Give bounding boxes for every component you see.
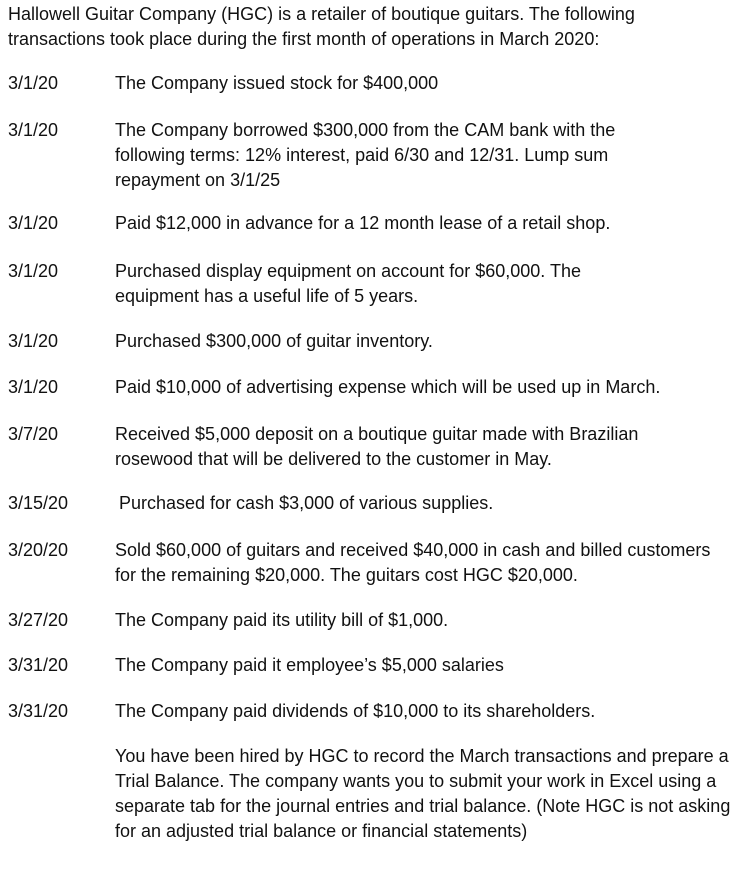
transaction-description: The Company paid it employee’s $5,000 salaries [115,655,504,675]
transaction-date: 3/1/20 [8,120,59,140]
transaction-date: 3/15/20 [8,493,69,513]
transaction-description: The Company issued stock for $400,000 [115,73,439,93]
transaction-date: 3/27/20 [8,610,69,630]
transaction-description: Paid $12,000 in advance for a 12 month lease of a retail shop. [115,213,611,233]
transaction-date: 3/20/20 [8,540,69,560]
transaction-description: Purchased for cash $3,000 of various supplies. [119,493,494,513]
transaction-date: 3/31/20 [8,701,69,721]
transaction-description: The Company borrowed $300,000 from the CAM bank with the following terms: 12% interest, paid 6/30 and 12/31. Lump sum repayment on 3/1/25 [115,120,616,190]
transaction-date: 3/7/20 [8,424,59,444]
transaction-date: 3/1/20 [8,377,59,397]
transaction-date: 3/1/20 [8,213,59,233]
transaction-date: 3/1/20 [8,73,59,93]
transaction-description: The Company paid dividends of $10,000 to its shareholders. [115,701,596,721]
transaction-date: 3/31/20 [8,655,69,675]
transaction-date: 3/1/20 [8,261,59,281]
transaction-description: Purchased $300,000 of guitar inventory. [115,331,433,351]
transaction-date: 3/1/20 [8,331,59,351]
transaction-description: Received $5,000 deposit on a boutique guitar made with Brazilian rosewood that will be delivered to the customer in May. [115,424,639,469]
intro-paragraph: Hallowell Guitar Company (HGC) is a retailer of boutique guitars. The following transactions took place during the first month of operations in March 2020: [8,4,635,49]
transaction-description: Purchased display equipment on account for $60,000. The equipment has a useful life of 5 years. [115,261,581,306]
transaction-description: Paid $10,000 of advertising expense which will be used up in March. [115,377,661,397]
closing-paragraph: You have been hired by HGC to record the March transactions and prepare a Trial Balance. The company wants you to submit your work in Excel using a separate tab for the journal entries and trial balance. (Note HGC is not asking for an adjusted trial balance or financial statements) [115,746,731,841]
transaction-description: The Company paid its utility bill of $1,000. [115,610,449,630]
transaction-description: Sold $60,000 of guitars and received $40,000 in cash and billed customers for the remaining $20,000. The guitars cost HGC $20,000. [115,540,711,585]
